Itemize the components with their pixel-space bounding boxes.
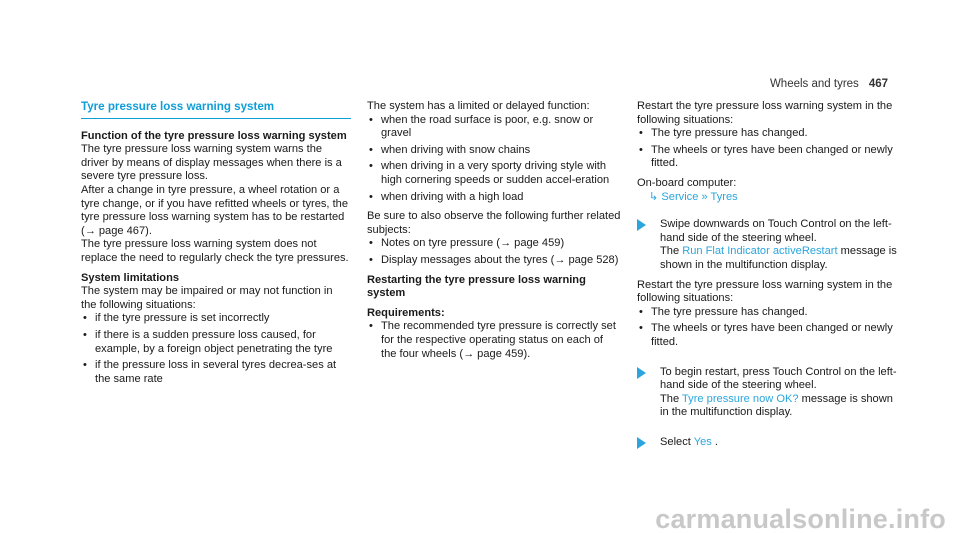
text: message is shown in the multifunction display. [660, 245, 897, 271]
column-3 [637, 100, 897, 455]
step-text [660, 393, 897, 420]
list-item: • when driving with a high load [367, 191, 621, 205]
bullet-list [367, 237, 621, 267]
list-item: • if the tyre pressure is set incorrectly [81, 312, 351, 326]
menu-tyres-link[interactable]: Tyres [710, 190, 738, 203]
column-2 [367, 100, 621, 367]
instruction-step-2 [637, 366, 897, 420]
instruction-step-1 [637, 218, 897, 272]
text: message is shown in the multifunction display. [660, 392, 893, 419]
list-item: • The tyre pressure has changed. [637, 306, 897, 320]
restart-heading: Restarting the tyre pressure loss warning system [367, 273, 586, 300]
requirements-heading: Requirements: [367, 306, 445, 319]
text: Select [660, 435, 694, 448]
bullet-list [81, 312, 351, 386]
bullet-list [637, 127, 897, 171]
paragraph: The tyre pressure loss warning system warns the driver by means of display messages when there is a severe tyre pressure loss. [81, 143, 342, 183]
bullet-list [367, 114, 621, 205]
menu-arrow-icon: ↳ [649, 190, 659, 203]
step-arrow-icon [637, 367, 646, 379]
step-arrow-icon [637, 437, 646, 449]
step-text: Swipe downwards on Touch Control on the left-hand side of the steering wheel. [660, 218, 892, 244]
list-item: • The tyre pressure has changed. [637, 127, 897, 141]
paragraph: The tyre pressure loss warning system does not replace the need to regularly check the tyre pressures. [81, 238, 349, 264]
menu-service-link[interactable]: Service [661, 190, 699, 203]
list-item: • when driving in a very sporty driving style with high cornering speeds or sudden accel-eration [367, 160, 621, 187]
bullet-list [637, 306, 897, 350]
step-text: To begin restart, press Touch Control on the left-hand side of the steering wheel. [660, 365, 897, 392]
display-message: Tyre pressure now OK? [682, 392, 799, 405]
paragraph: Be sure to also observe the following further related subjects: [367, 210, 621, 236]
bullet-list [367, 320, 621, 361]
menu-separator-icon: » [701, 190, 708, 203]
watermark: carmanualsonline.info [655, 504, 946, 533]
function-heading: Function of the tyre pressure loss warning system [81, 129, 347, 142]
display-message: Run Flat Indicator activeRestart [682, 245, 838, 258]
section-title: Tyre pressure loss warning system [81, 100, 351, 119]
list-item: • The wheels or tyres have been changed or newly fitted. [637, 144, 897, 171]
yes-option[interactable]: Yes [693, 435, 712, 448]
text: The [660, 392, 682, 405]
step-text [660, 436, 897, 450]
step-arrow-icon [637, 219, 646, 231]
list-item: • The recommended tyre pressure is correctly set for the respective operating status on each of the four wheels (→ page 459). [367, 320, 621, 361]
limitations-heading: System limitations [81, 271, 180, 284]
page-number: 467 [868, 78, 888, 90]
step-text [660, 245, 897, 272]
paragraph: After a change in tyre pressure, a wheel rotation or a tyre change, or if you have refitted wheels or tyres, the tyre pressure loss warning system has to be restarted (→ page 467). [81, 183, 349, 237]
column-1 [81, 100, 351, 392]
paragraph: The system has a limited or delayed function: [367, 100, 590, 112]
list-item: • if the pressure loss in several tyres decrea-ses at the same rate [81, 359, 351, 386]
page-header [770, 78, 888, 92]
paragraph: Restart the tyre pressure loss warning system in the following situations: [637, 278, 893, 305]
list-item: • if there is a sudden pressure loss caused, for example, by a foreign object penetrating the tyre [81, 329, 351, 356]
list-item: • Display messages about the tyres (→ page 528) [367, 254, 621, 268]
list-item: • when driving with snow chains [367, 144, 621, 158]
menu-path [637, 191, 897, 205]
list-item: • when the road surface is poor, e.g. snow or gravel [367, 114, 621, 141]
text: . [711, 435, 718, 448]
text: The [660, 245, 683, 258]
paragraph: The system may be impaired or may not function in the following situations: [81, 285, 333, 311]
list-item: • Notes on tyre pressure (→ page 459) [367, 237, 621, 251]
onboard-label: On-board computer: [637, 176, 737, 189]
paragraph: Restart the tyre pressure loss warning system in the following situations: [637, 100, 893, 126]
list-item: • The wheels or tyres have been changed or newly fitted. [637, 322, 897, 349]
instruction-step-3 [637, 436, 897, 450]
chapter-title: Wheels and tyres [769, 78, 859, 90]
